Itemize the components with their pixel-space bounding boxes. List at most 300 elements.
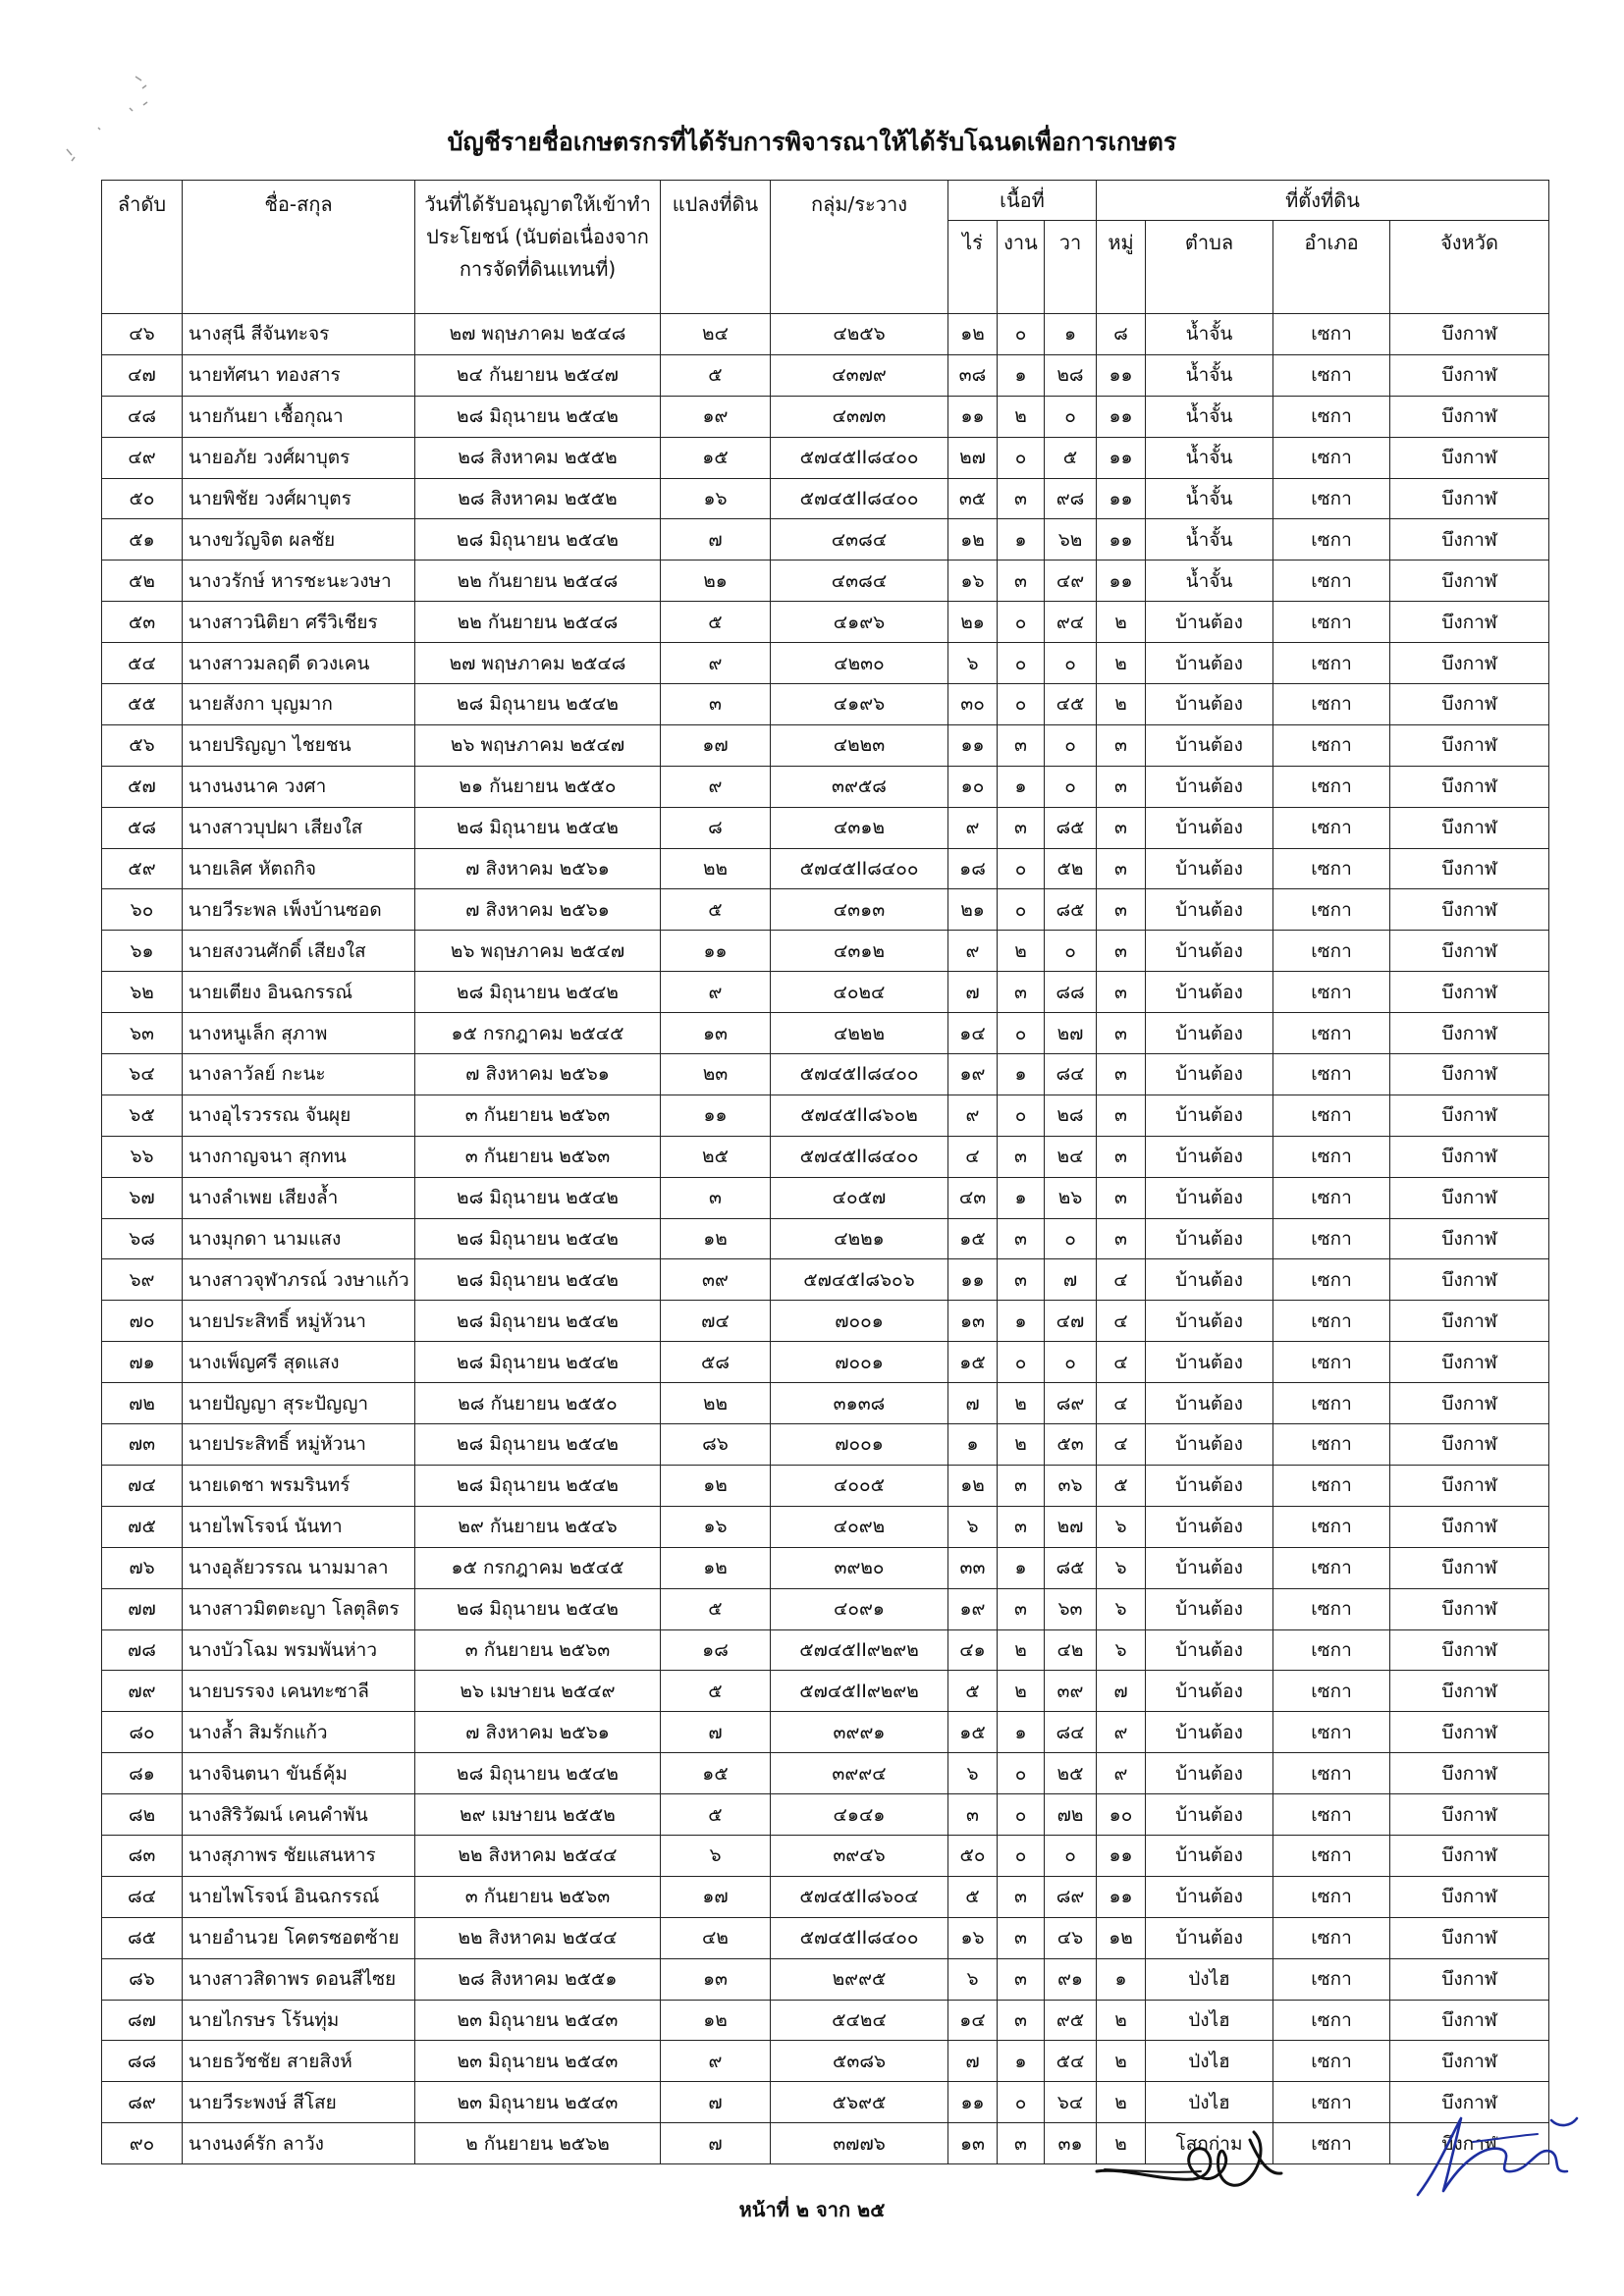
cell-ngan: ๐ bbox=[998, 848, 1045, 889]
cell-wa: ๐ bbox=[1045, 1218, 1097, 1259]
cell-permit-date: ๒๘ มิถุนายน ๒๕๔๒ bbox=[415, 684, 661, 725]
cell-amphoe: เซกา bbox=[1273, 1753, 1390, 1794]
cell-province: บึงกาฬ bbox=[1390, 1424, 1549, 1466]
cell-amphoe: เซกา bbox=[1273, 2041, 1390, 2082]
cell-no: ๗๕ bbox=[102, 1506, 183, 1547]
cell-tambon: บ้านต้อง bbox=[1146, 1835, 1273, 1876]
cell-rai: ๑๐ bbox=[948, 766, 998, 807]
cell-plot: ๑๒ bbox=[661, 2000, 771, 2041]
cell-moo: ๑๑ bbox=[1097, 478, 1146, 519]
table-row bbox=[102, 1218, 1549, 1259]
cell-name: นางนงค์รัก ลาวัง bbox=[183, 2123, 415, 2164]
cell-wa: ๐ bbox=[1045, 766, 1097, 807]
cell-rai: ๑๙ bbox=[948, 1588, 998, 1629]
cell-wa: ๒๘ bbox=[1045, 354, 1097, 396]
cell-wa: ๔๖ bbox=[1045, 1917, 1097, 1958]
cell-province: บึงกาฬ bbox=[1390, 1629, 1549, 1671]
cell-no: ๘๐ bbox=[102, 1712, 183, 1753]
cell-amphoe: เซกา bbox=[1273, 1424, 1390, 1466]
cell-tambon: น้ำจั้น bbox=[1146, 519, 1273, 561]
cell-permit-date: ๒๓ มิถุนายน ๒๕๔๓ bbox=[415, 2041, 661, 2082]
cell-amphoe: เซกา bbox=[1273, 1259, 1390, 1301]
cell-moo: ๖ bbox=[1097, 1629, 1146, 1671]
cell-permit-date: ๒๗ พฤษภาคม ๒๕๔๘ bbox=[415, 643, 661, 684]
cell-rai: ๕๐ bbox=[948, 1835, 998, 1876]
cell-no: ๗๙ bbox=[102, 1671, 183, 1712]
cell-sheet: ๒๙๙๕ bbox=[771, 1958, 948, 2000]
cell-plot: ๑๓ bbox=[661, 1013, 771, 1054]
cell-rai: ๑๖ bbox=[948, 1917, 998, 1958]
cell-wa: ๐ bbox=[1045, 1342, 1097, 1383]
cell-sheet: ๔๐๙๒ bbox=[771, 1506, 948, 1547]
table-row bbox=[102, 1465, 1549, 1506]
cell-ngan: ๑ bbox=[998, 1177, 1045, 1218]
table-body bbox=[102, 314, 1549, 2164]
table-row bbox=[102, 1712, 1549, 1753]
cell-amphoe: เซกา bbox=[1273, 1712, 1390, 1753]
cell-province: บึงกาฬ bbox=[1390, 2000, 1549, 2041]
cell-no: ๗๗ bbox=[102, 1588, 183, 1629]
cell-plot: ๔๒ bbox=[661, 1917, 771, 1958]
cell-permit-date: ๒๘ มิถุนายน ๒๕๔๒ bbox=[415, 1301, 661, 1342]
cell-province: บึงกาฬ bbox=[1390, 1465, 1549, 1506]
cell-moo: ๙ bbox=[1097, 1712, 1146, 1753]
cell-amphoe: เซกา bbox=[1273, 1835, 1390, 1876]
cell-wa: ๔๗ bbox=[1045, 1301, 1097, 1342]
cell-rai: ๔ bbox=[948, 1136, 998, 1177]
cell-rai: ๙ bbox=[948, 1095, 998, 1136]
cell-plot: ๓๙ bbox=[661, 1259, 771, 1301]
cell-name: นางขวัญจิต ผลชัย bbox=[183, 519, 415, 561]
cell-tambon: น้ำจั้น bbox=[1146, 396, 1273, 437]
cell-moo: ๑๑ bbox=[1097, 1876, 1146, 1917]
cell-province: บึงกาฬ bbox=[1390, 602, 1549, 643]
cell-tambon: บ้านต้อง bbox=[1146, 1424, 1273, 1466]
cell-name: นางสาวบุปผา เสียงใส bbox=[183, 807, 415, 848]
cell-moo: ๔ bbox=[1097, 1424, 1146, 1466]
cell-no: ๗๘ bbox=[102, 1629, 183, 1671]
cell-permit-date: ๓ กันยายน ๒๕๖๓ bbox=[415, 1876, 661, 1917]
cell-moo: ๓ bbox=[1097, 766, 1146, 807]
cell-moo: ๑๒ bbox=[1097, 1917, 1146, 1958]
land-table bbox=[101, 180, 1549, 2164]
cell-name: นายเลิศ หัตถกิจ bbox=[183, 848, 415, 889]
cell-ngan: ๒ bbox=[998, 1424, 1045, 1466]
cell-sheet: ๔๓๑๒ bbox=[771, 931, 948, 972]
cell-rai: ๙ bbox=[948, 807, 998, 848]
cell-amphoe: เซกา bbox=[1273, 1917, 1390, 1958]
table-row bbox=[102, 354, 1549, 396]
cell-sheet: ๔๓๘๔ bbox=[771, 519, 948, 561]
table-row bbox=[102, 1794, 1549, 1836]
cell-province: บึงกาฬ bbox=[1390, 1177, 1549, 1218]
table-row bbox=[102, 1547, 1549, 1588]
cell-plot: ๑๖ bbox=[661, 478, 771, 519]
cell-rai: ๑๙ bbox=[948, 1054, 998, 1095]
cell-permit-date: ๒๓ มิถุนายน ๒๕๔๓ bbox=[415, 2000, 661, 2041]
cell-province: บึงกาฬ bbox=[1390, 437, 1549, 478]
cell-plot: ๑๘ bbox=[661, 1629, 771, 1671]
cell-moo: ๙ bbox=[1097, 1753, 1146, 1794]
cell-tambon: บ้านต้อง bbox=[1146, 1671, 1273, 1712]
signature-1 bbox=[1085, 2110, 1311, 2218]
cell-ngan: ๑ bbox=[998, 766, 1045, 807]
cell-province: บึงกาฬ bbox=[1390, 1506, 1549, 1547]
cell-plot: ๕ bbox=[661, 354, 771, 396]
cell-rai: ๓๓ bbox=[948, 1547, 998, 1588]
cell-wa: ๘๔ bbox=[1045, 1054, 1097, 1095]
cell-ngan: ๐ bbox=[998, 1013, 1045, 1054]
cell-sheet: ๔๒๓๐ bbox=[771, 643, 948, 684]
cell-sheet: ๔๓๗๓ bbox=[771, 396, 948, 437]
cell-ngan: ๓ bbox=[998, 561, 1045, 602]
cell-amphoe: เซกา bbox=[1273, 1671, 1390, 1712]
cell-tambon: ป่งไฮ bbox=[1146, 2000, 1273, 2041]
cell-name: นางสาวจุฬาภรณ์ วงษาแก้ว bbox=[183, 1259, 415, 1301]
cell-amphoe: เซกา bbox=[1273, 1588, 1390, 1629]
cell-rai: ๑๔ bbox=[948, 1013, 998, 1054]
cell-rai: ๖ bbox=[948, 1753, 998, 1794]
cell-sheet: ๕๗๔๕II๘๔๐๐ bbox=[771, 1054, 948, 1095]
cell-tambon: บ้านต้อง bbox=[1146, 1383, 1273, 1424]
cell-name: นางอุลัยวรรณ นามมาลา bbox=[183, 1547, 415, 1588]
cell-wa: ๒๘ bbox=[1045, 1095, 1097, 1136]
cell-permit-date: ๑๕ กรกฎาคม ๒๕๔๕ bbox=[415, 1013, 661, 1054]
cell-amphoe: เซกา bbox=[1273, 437, 1390, 478]
cell-tambon: บ้านต้อง bbox=[1146, 1712, 1273, 1753]
cell-permit-date: ๒๙ เมษายน ๒๕๕๒ bbox=[415, 1794, 661, 1836]
cell-plot: ๕ bbox=[661, 1794, 771, 1836]
cell-moo: ๑๑ bbox=[1097, 354, 1146, 396]
cell-province: บึงกาฬ bbox=[1390, 519, 1549, 561]
table-row bbox=[102, 314, 1549, 355]
cell-wa: ๘๔ bbox=[1045, 1712, 1097, 1753]
cell-moo: ๒ bbox=[1097, 643, 1146, 684]
cell-tambon: บ้านต้อง bbox=[1146, 889, 1273, 931]
cell-permit-date: ๒๖ พฤษภาคม ๒๕๔๗ bbox=[415, 724, 661, 766]
cell-province: บึงกาฬ bbox=[1390, 766, 1549, 807]
cell-plot: ๑๒ bbox=[661, 1465, 771, 1506]
cell-sheet: ๔๑๔๑ bbox=[771, 1794, 948, 1836]
cell-plot: ๓ bbox=[661, 684, 771, 725]
cell-no: ๘๓ bbox=[102, 1835, 183, 1876]
cell-province: บึงกาฬ bbox=[1390, 478, 1549, 519]
cell-sheet: ๕๓๘๖ bbox=[771, 2041, 948, 2082]
cell-wa: ๒๔ bbox=[1045, 1136, 1097, 1177]
cell-tambon: บ้านต้อง bbox=[1146, 1218, 1273, 1259]
cell-wa: ๙๔ bbox=[1045, 602, 1097, 643]
cell-name: นายสงวนศักดิ์ เสียงใส bbox=[183, 931, 415, 972]
cell-amphoe: เซกา bbox=[1273, 1342, 1390, 1383]
cell-sheet: ๔๒๕๖ bbox=[771, 314, 948, 355]
cell-no: ๕๑ bbox=[102, 519, 183, 561]
cell-no: ๕๗ bbox=[102, 766, 183, 807]
cell-sheet: ๕๗๔๕II๙๒๙๒ bbox=[771, 1671, 948, 1712]
table-row bbox=[102, 889, 1549, 931]
cell-ngan: ๓ bbox=[998, 1218, 1045, 1259]
cell-tambon: บ้านต้อง bbox=[1146, 1506, 1273, 1547]
table-row bbox=[102, 519, 1549, 561]
cell-rai: ๖ bbox=[948, 1506, 998, 1547]
cell-wa: ๐ bbox=[1045, 643, 1097, 684]
cell-ngan: ๓ bbox=[998, 2000, 1045, 2041]
cell-rai: ๑๖ bbox=[948, 561, 998, 602]
cell-permit-date: ๒๘ มิถุนายน ๒๕๔๒ bbox=[415, 1753, 661, 1794]
cell-ngan: ๓ bbox=[998, 1958, 1045, 2000]
cell-province: บึงกาฬ bbox=[1390, 1876, 1549, 1917]
cell-ngan: ๓ bbox=[998, 724, 1045, 766]
cell-tambon: บ้านต้อง bbox=[1146, 1465, 1273, 1506]
cell-name: นางสุนี สีจันทะจร bbox=[183, 314, 415, 355]
table-row bbox=[102, 848, 1549, 889]
cell-ngan: ๐ bbox=[998, 889, 1045, 931]
cell-ngan: ๓ bbox=[998, 478, 1045, 519]
cell-plot: ๑๙ bbox=[661, 396, 771, 437]
cell-wa: ๖๔ bbox=[1045, 2082, 1097, 2123]
cell-ngan: ๐ bbox=[998, 684, 1045, 725]
cell-amphoe: เซกา bbox=[1273, 848, 1390, 889]
cell-amphoe: เซกา bbox=[1273, 1301, 1390, 1342]
cell-wa: ๐ bbox=[1045, 396, 1097, 437]
cell-rai: ๑๑ bbox=[948, 396, 998, 437]
cell-name: นางเพ็ญศรี สุดแสง bbox=[183, 1342, 415, 1383]
signature-2 bbox=[1404, 2101, 1600, 2209]
cell-ngan: ๐ bbox=[998, 1794, 1045, 1836]
cell-name: นายเตียง อินฉกรรณ์ bbox=[183, 972, 415, 1013]
cell-name: นางสาวมลฤดี ดวงเคน bbox=[183, 643, 415, 684]
cell-permit-date: ๒๘ มิถุนายน ๒๕๔๒ bbox=[415, 396, 661, 437]
cell-moo: ๓ bbox=[1097, 848, 1146, 889]
cell-amphoe: เซกา bbox=[1273, 1794, 1390, 1836]
cell-amphoe: เซกา bbox=[1273, 1383, 1390, 1424]
cell-moo: ๗ bbox=[1097, 1671, 1146, 1712]
table-row bbox=[102, 602, 1549, 643]
cell-no: ๕๙ bbox=[102, 848, 183, 889]
cell-tambon: บ้านต้อง bbox=[1146, 1547, 1273, 1588]
cell-ngan: ๓ bbox=[998, 1136, 1045, 1177]
cell-plot: ๑๑ bbox=[661, 931, 771, 972]
cell-tambon: บ้านต้อง bbox=[1146, 1342, 1273, 1383]
cell-amphoe: เซกา bbox=[1273, 889, 1390, 931]
cell-name: นายไกรษร โร้นทุ่ม bbox=[183, 2000, 415, 2041]
cell-no: ๖๒ bbox=[102, 972, 183, 1013]
cell-ngan: ๑ bbox=[998, 519, 1045, 561]
cell-sheet: ๕๗๔๕II๙๒๙๒ bbox=[771, 1629, 948, 1671]
cell-sheet: ๔๓๘๔ bbox=[771, 561, 948, 602]
cell-rai: ๓๘ bbox=[948, 354, 998, 396]
cell-plot: ๗ bbox=[661, 2082, 771, 2123]
cell-tambon: ป่งไฮ bbox=[1146, 1958, 1273, 2000]
cell-permit-date: ๗ สิงหาคม ๒๕๖๑ bbox=[415, 1054, 661, 1095]
cell-ngan: ๐ bbox=[998, 437, 1045, 478]
cell-permit-date: ๒๖ เมษายน ๒๕๔๙ bbox=[415, 1671, 661, 1712]
cell-no: ๕๕ bbox=[102, 684, 183, 725]
cell-rai: ๓๕ bbox=[948, 478, 998, 519]
cell-name: นางลาวัลย์ กะนะ bbox=[183, 1054, 415, 1095]
cell-ngan: ๒ bbox=[998, 1629, 1045, 1671]
cell-tambon: ป่งไฮ bbox=[1146, 2082, 1273, 2123]
cell-plot: ๕ bbox=[661, 1588, 771, 1629]
cell-plot: ๑๖ bbox=[661, 1506, 771, 1547]
cell-ngan: ๑ bbox=[998, 1301, 1045, 1342]
cell-rai: ๔๓ bbox=[948, 1177, 998, 1218]
cell-sheet: ๗๐๐๑ bbox=[771, 1424, 948, 1466]
cell-sheet: ๕๗๔๕II๘๖๐๒ bbox=[771, 1095, 948, 1136]
cell-sheet: ๔๐๕๗ bbox=[771, 1177, 948, 1218]
cell-sheet: ๔๓๑๓ bbox=[771, 889, 948, 931]
cell-no: ๗๐ bbox=[102, 1301, 183, 1342]
cell-permit-date: ๒๘ สิงหาคม ๒๕๕๑ bbox=[415, 1958, 661, 2000]
cell-amphoe: เซกา bbox=[1273, 396, 1390, 437]
cell-amphoe: เซกา bbox=[1273, 1629, 1390, 1671]
cell-rai: ๑๒ bbox=[948, 314, 998, 355]
cell-rai: ๗ bbox=[948, 2041, 998, 2082]
cell-no: ๖๘ bbox=[102, 1218, 183, 1259]
cell-wa: ๘๕ bbox=[1045, 807, 1097, 848]
table-row bbox=[102, 1588, 1549, 1629]
cell-wa: ๐ bbox=[1045, 1835, 1097, 1876]
cell-name: นายเดชา พรมรินทร์ bbox=[183, 1465, 415, 1506]
cell-province: บึงกาฬ bbox=[1390, 1671, 1549, 1712]
cell-plot: ๗๔ bbox=[661, 1301, 771, 1342]
cell-no: ๘๗ bbox=[102, 2000, 183, 2041]
cell-plot: ๕ bbox=[661, 1671, 771, 1712]
cell-ngan: ๐ bbox=[998, 314, 1045, 355]
cell-province: บึงกาฬ bbox=[1390, 1835, 1549, 1876]
cell-ngan: ๓ bbox=[998, 1465, 1045, 1506]
cell-amphoe: เซกา bbox=[1273, 684, 1390, 725]
cell-permit-date: ๒๘ มิถุนายน ๒๕๔๒ bbox=[415, 807, 661, 848]
cell-ngan: ๐ bbox=[998, 1835, 1045, 1876]
cell-permit-date: ๒๘ มิถุนายน ๒๕๔๒ bbox=[415, 1177, 661, 1218]
table-row bbox=[102, 766, 1549, 807]
table-row bbox=[102, 2082, 1549, 2123]
cell-plot: ๒๕ bbox=[661, 1136, 771, 1177]
cell-ngan: ๓ bbox=[998, 1876, 1045, 1917]
cell-tambon: บ้านต้อง bbox=[1146, 1753, 1273, 1794]
cell-wa: ๔๒ bbox=[1045, 1629, 1097, 1671]
cell-ngan: ๐ bbox=[998, 1342, 1045, 1383]
table-row bbox=[102, 1013, 1549, 1054]
table-row bbox=[102, 1671, 1549, 1712]
cell-amphoe: เซกา bbox=[1273, 1547, 1390, 1588]
header-ngan: งาน bbox=[998, 221, 1045, 314]
cell-moo: ๑๑ bbox=[1097, 561, 1146, 602]
cell-amphoe: เซกา bbox=[1273, 1876, 1390, 1917]
header-area: เนื้อที่ bbox=[948, 181, 1097, 221]
cell-plot: ๗ bbox=[661, 2123, 771, 2164]
cell-permit-date: ๒๘ มิถุนายน ๒๕๔๒ bbox=[415, 972, 661, 1013]
table-row bbox=[102, 1177, 1549, 1218]
cell-amphoe: เซกา bbox=[1273, 643, 1390, 684]
table-row bbox=[102, 1753, 1549, 1794]
cell-no: ๕๖ bbox=[102, 724, 183, 766]
cell-permit-date: ๗ สิงหาคม ๒๕๖๑ bbox=[415, 848, 661, 889]
cell-rai: ๔๑ bbox=[948, 1629, 998, 1671]
cell-wa: ๕๒ bbox=[1045, 848, 1097, 889]
cell-moo: ๑๑ bbox=[1097, 519, 1146, 561]
cell-sheet: ๕๗๔๕I๘๖๐๖ bbox=[771, 1259, 948, 1301]
table-row bbox=[102, 437, 1549, 478]
cell-moo: ๒ bbox=[1097, 2041, 1146, 2082]
table-row bbox=[102, 1629, 1549, 1671]
cell-sheet: ๕๗๔๕II๘๔๐๐ bbox=[771, 848, 948, 889]
cell-province: บึงกาฬ bbox=[1390, 2041, 1549, 2082]
cell-plot: ๑๒ bbox=[661, 1218, 771, 1259]
cell-name: นางหนูเล็ก สุภาพ bbox=[183, 1013, 415, 1054]
cell-sheet: ๓๙๒๐ bbox=[771, 1547, 948, 1588]
cell-no: ๖๐ bbox=[102, 889, 183, 931]
cell-plot: ๑๒ bbox=[661, 1547, 771, 1588]
cell-name: นางลำเพย เสียงล้ำ bbox=[183, 1177, 415, 1218]
cell-province: บึงกาฬ bbox=[1390, 724, 1549, 766]
cell-moo: ๓ bbox=[1097, 1177, 1146, 1218]
cell-permit-date: ๒๓ มิถุนายน ๒๕๔๓ bbox=[415, 2082, 661, 2123]
cell-province: บึงกาฬ bbox=[1390, 1342, 1549, 1383]
header-plot: แปลงที่ดิน bbox=[661, 181, 771, 314]
cell-ngan: ๐ bbox=[998, 602, 1045, 643]
cell-tambon: น้ำจั้น bbox=[1146, 478, 1273, 519]
cell-plot: ๑๓ bbox=[661, 1958, 771, 2000]
cell-sheet: ๔๑๙๖ bbox=[771, 684, 948, 725]
cell-wa: ๗๒ bbox=[1045, 1794, 1097, 1836]
cell-no: ๖๖ bbox=[102, 1136, 183, 1177]
cell-amphoe: เซกา bbox=[1273, 2082, 1390, 2123]
cell-sheet: ๕๗๔๕II๘๔๐๐ bbox=[771, 437, 948, 478]
table-row bbox=[102, 1835, 1549, 1876]
cell-name: นางล้ำ สิมรักแก้ว bbox=[183, 1712, 415, 1753]
cell-ngan: ๓ bbox=[998, 1259, 1045, 1301]
cell-wa: ๘๕ bbox=[1045, 889, 1097, 931]
cell-permit-date: ๒๘ สิงหาคม ๒๕๕๒ bbox=[415, 478, 661, 519]
cell-tambon: บ้านต้อง bbox=[1146, 1301, 1273, 1342]
cell-amphoe: เซกา bbox=[1273, 561, 1390, 602]
cell-tambon: บ้านต้อง bbox=[1146, 1876, 1273, 1917]
cell-name: นางอุไรวรรณ จันผุย bbox=[183, 1095, 415, 1136]
cell-amphoe: เซกา bbox=[1273, 1465, 1390, 1506]
cell-ngan: ๓ bbox=[998, 1917, 1045, 1958]
cell-province: บึงกาฬ bbox=[1390, 354, 1549, 396]
cell-wa: ๐ bbox=[1045, 931, 1097, 972]
cell-amphoe: เซกา bbox=[1273, 931, 1390, 972]
cell-tambon: บ้านต้อง bbox=[1146, 1917, 1273, 1958]
table-row bbox=[102, 1301, 1549, 1342]
cell-province: บึงกาฬ bbox=[1390, 1753, 1549, 1794]
cell-permit-date: ๒๑ กันยายน ๒๕๕๐ bbox=[415, 766, 661, 807]
cell-wa: ๘๕ bbox=[1045, 1547, 1097, 1588]
header-province: จังหวัด bbox=[1390, 221, 1549, 314]
cell-sheet: ๔๒๒๓ bbox=[771, 724, 948, 766]
cell-permit-date: ๒๙ กันยายน ๒๕๔๖ bbox=[415, 1506, 661, 1547]
cell-amphoe: เซกา bbox=[1273, 1177, 1390, 1218]
cell-no: ๔๙ bbox=[102, 437, 183, 478]
cell-tambon: บ้านต้อง bbox=[1146, 1054, 1273, 1095]
cell-sheet: ๓๙๙๔ bbox=[771, 1753, 948, 1794]
header-tambon: ตำบล bbox=[1146, 221, 1273, 314]
cell-moo: ๑๑ bbox=[1097, 437, 1146, 478]
cell-no: ๕๓ bbox=[102, 602, 183, 643]
cell-province: บึงกาฬ bbox=[1390, 1054, 1549, 1095]
cell-moo: ๒ bbox=[1097, 684, 1146, 725]
cell-permit-date: ๒๘ มิถุนายน ๒๕๔๒ bbox=[415, 1259, 661, 1301]
cell-ngan: ๒ bbox=[998, 931, 1045, 972]
cell-amphoe: เซกา bbox=[1273, 354, 1390, 396]
cell-rai: ๑๑ bbox=[948, 1259, 998, 1301]
cell-sheet: ๕๗๔๕II๘๔๐๐ bbox=[771, 478, 948, 519]
cell-rai: ๑๑ bbox=[948, 2082, 998, 2123]
cell-wa: ๖๓ bbox=[1045, 1588, 1097, 1629]
cell-no: ๘๘ bbox=[102, 2041, 183, 2082]
